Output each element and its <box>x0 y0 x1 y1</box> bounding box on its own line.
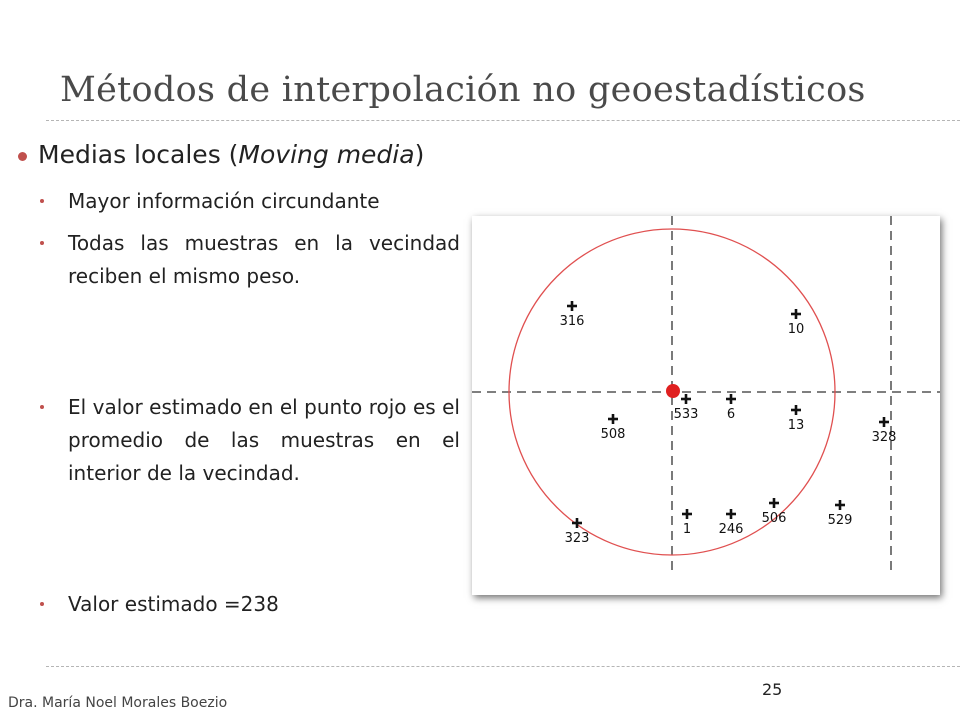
sample-point <box>719 509 744 537</box>
sample-point <box>726 394 736 422</box>
sub-bullet <box>40 227 460 293</box>
neighborhood-figure <box>472 216 940 595</box>
sub-bullet-text: Mayor información circundante <box>68 189 380 213</box>
sample-point <box>872 417 897 445</box>
sample-point <box>762 498 787 526</box>
neighborhood-diagram <box>472 216 940 595</box>
sub-bullet-dot <box>40 602 44 606</box>
sample-point <box>674 394 699 422</box>
title-divider <box>46 120 960 121</box>
sample-value-label: 246 <box>718 522 744 537</box>
sample-value-label: 1 <box>682 522 692 537</box>
sub-bullet-dot <box>40 199 44 203</box>
sub-bullet-text: El valor estimado en el punto rojo es el promedio de las muestras en el interior de la vecindad. <box>68 395 460 485</box>
sample-value-label: 506 <box>761 511 787 526</box>
sub-bullet-text: Todas las muestras en la vecindad reciben el mismo peso. <box>68 231 460 288</box>
sample-value-label: 316 <box>559 314 585 329</box>
sub-bullet <box>40 391 460 490</box>
sample-value-label: 6 <box>726 407 736 422</box>
main-bullet-text: Medias locales (Moving media) <box>38 140 425 169</box>
sample-point <box>788 405 805 433</box>
sample-value-label: 533 <box>673 407 699 422</box>
sample-point <box>788 309 805 337</box>
sample-value-label: 328 <box>871 430 897 445</box>
sample-point <box>560 301 585 329</box>
sub-bullet-text: Valor estimado =238 <box>68 592 279 616</box>
sub-bullet-dot <box>40 405 44 409</box>
main-bullet-italic: Moving media <box>238 140 415 169</box>
sample-value-label: 10 <box>787 322 805 337</box>
sample-point <box>601 414 626 442</box>
sub-bullet-dot <box>40 241 44 245</box>
page-number: 25 <box>762 680 783 699</box>
bullet-dot <box>18 152 27 161</box>
slide-title: Métodos de interpolación no geoestadísticos <box>60 70 866 110</box>
estimation-point <box>666 384 680 398</box>
footer-divider <box>46 666 960 667</box>
sample-point <box>565 518 590 546</box>
sample-value-label: 13 <box>787 418 805 433</box>
sub-bullet <box>40 185 460 218</box>
sample-point <box>828 500 853 528</box>
sample-value-label: 529 <box>827 513 853 528</box>
sample-value-label: 323 <box>564 531 590 546</box>
sample-value-label: 508 <box>600 427 626 442</box>
sub-bullet <box>40 588 460 621</box>
footer-author: Dra. María Noel Morales Boezio <box>8 695 228 711</box>
sample-point <box>682 509 692 537</box>
